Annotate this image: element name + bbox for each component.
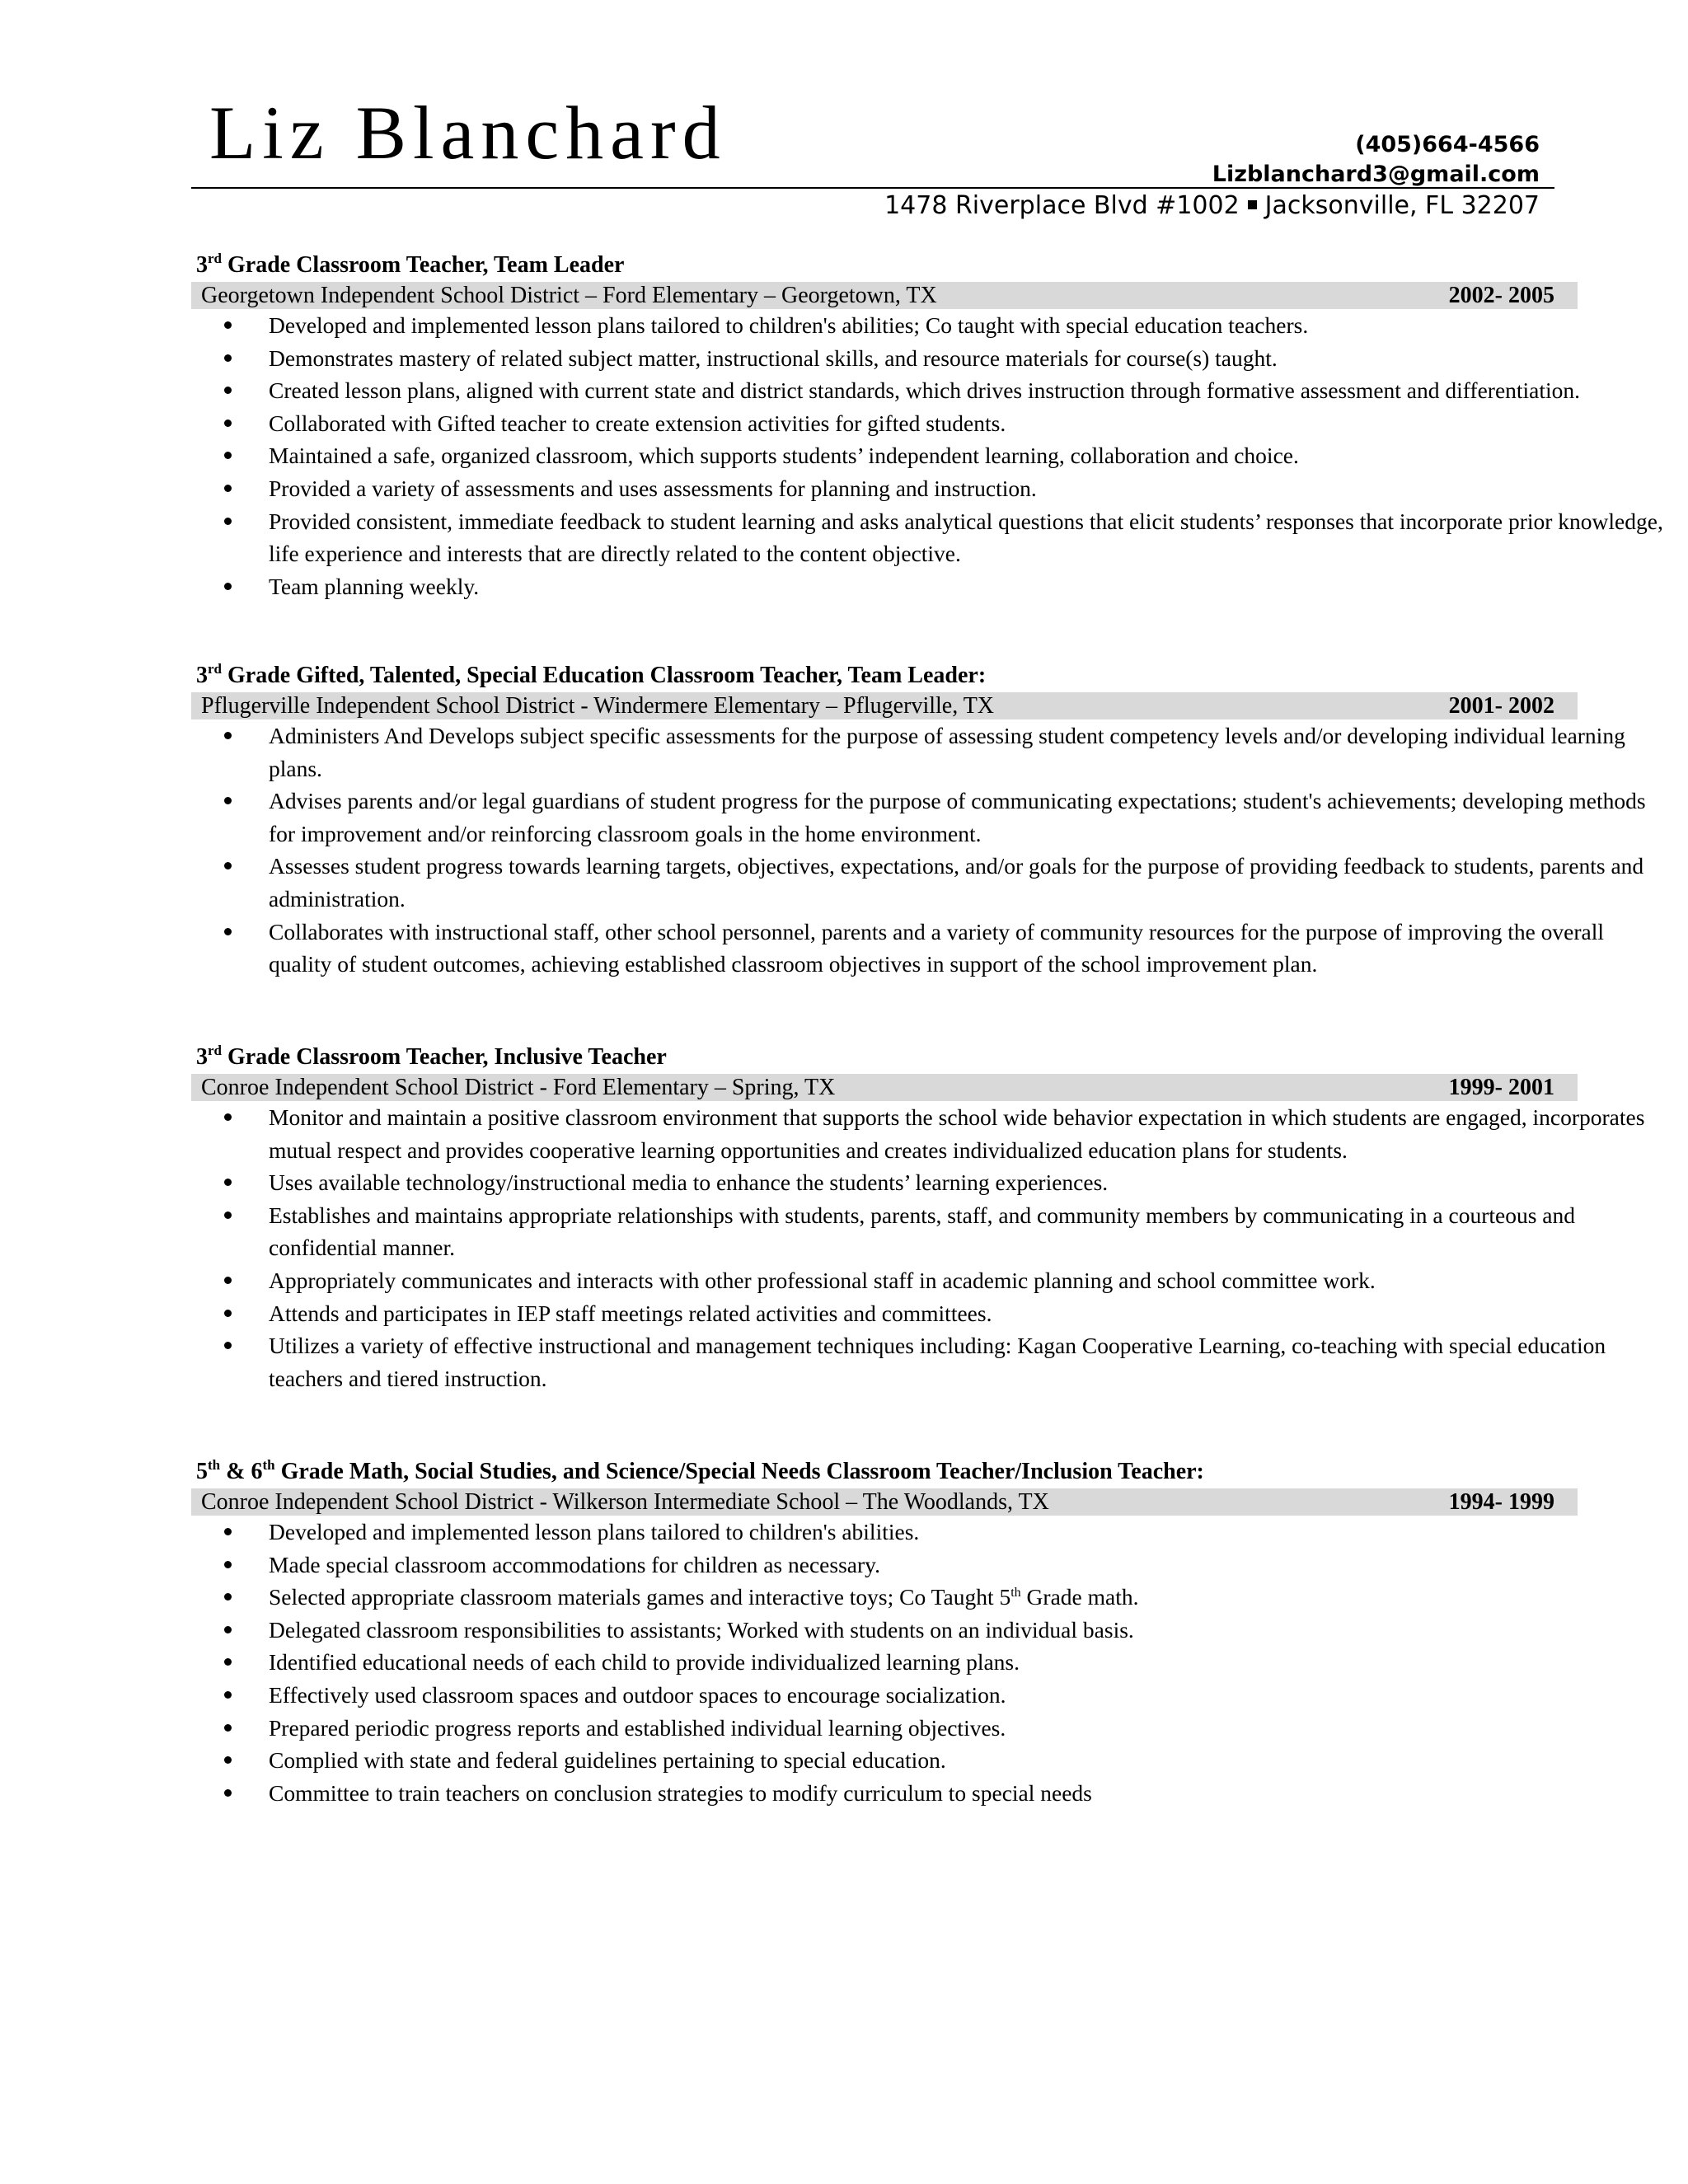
list-item: Committee to train teachers on conclusion strategies to modify curriculum to special needs — [191, 1777, 1670, 1810]
list-item: Effectively used classroom spaces and outdoor spaces to encourage socialization. — [191, 1679, 1670, 1712]
job-section — [191, 1041, 1645, 1394]
list-item: Selected appropriate classroom materials games and interactive toys; Co Taught 5th Grade math. — [191, 1581, 1670, 1614]
address-street: 1478 Riverplace Blvd #1002 — [884, 191, 1240, 220]
employer-name: Pflugerville Independent School District - Windermere Elementary – Pflugerville, TX — [201, 693, 995, 719]
header-divider — [191, 187, 1554, 189]
duties-list — [191, 309, 1663, 602]
list-item: Maintained a safe, organized classroom, which supports students’ independent learning, collaboration and choice. — [191, 439, 1670, 472]
duties-list — [191, 719, 1646, 981]
employer-bar — [191, 282, 1578, 309]
list-item: Utilizes a variety of effective instructional and management techniques including: Kagan Cooperative Learning, co-teaching with special education teachers and tiered instruction. — [191, 1329, 1670, 1394]
square-bullet-icon — [1248, 200, 1257, 209]
employment-years: 2002- 2005 — [1448, 283, 1554, 308]
email-address: Lizblanchard3@gmail.com — [1212, 162, 1540, 187]
employer-bar — [191, 1488, 1578, 1516]
list-item: Appropriately communicates and interacts with other professional staff in academic planning and school committee work. — [191, 1264, 1670, 1297]
list-item: Complied with state and federal guidelines pertaining to special education. — [191, 1744, 1670, 1777]
list-item: Assesses student progress towards learning targets, objectives, expectations, and/or goals for the purpose of providing feedback to students, parents and administration. — [191, 850, 1670, 915]
list-item: Provided consistent, immediate feedback to student learning and asks analytical questions that elicit students’ responses that incorporate prior knowledge, life experience and interests that are directly related to the content objective. — [191, 505, 1670, 570]
list-item: Advises parents and/or legal guardians of student progress for the purpose of communicating expectations; student's achievements; developing methods for improvement and/or reinforcing classroom goals in the home environment. — [191, 785, 1670, 850]
duties-list — [191, 1516, 1578, 1809]
employment-years: 2001- 2002 — [1448, 693, 1554, 719]
list-item: Developed and implemented lesson plans tailored to children's abilities. — [191, 1516, 1670, 1549]
duties-list — [191, 1101, 1645, 1394]
list-item: Uses available technology/instructional media to enhance the students’ learning experiences. — [191, 1166, 1670, 1199]
list-item: Provided a variety of assessments and uses assessments for planning and instruction. — [191, 472, 1670, 505]
address-city: Jacksonville, FL 32207 — [1264, 191, 1540, 220]
list-item: Prepared periodic progress reports and established individual learning objectives. — [191, 1712, 1670, 1745]
job-section — [191, 1455, 1578, 1809]
list-item: Delegated classroom responsibilities to assistants; Worked with students on an individual basis. — [191, 1614, 1670, 1647]
job-title: 5th & 6th Grade Math, Social Studies, and Science/Special Needs Classroom Teacher/Inclusion Teacher: — [196, 1457, 1204, 1484]
job-title: 3rd Grade Gifted, Talented, Special Education Classroom Teacher, Team Leader: — [196, 661, 987, 688]
employer-name: Conroe Independent School District - Wilkerson Intermediate School – The Woodlands, TX — [201, 1489, 1049, 1515]
resume-name: Liz Blanchard — [209, 91, 727, 175]
job-section — [191, 659, 1646, 981]
employer-name: Conroe Independent School District - Ford Elementary – Spring, TX — [201, 1075, 836, 1100]
list-item: Developed and implemented lesson plans tailored to children's abilities; Co taught with special education teachers. — [191, 309, 1670, 342]
list-item: Monitor and maintain a positive classroom environment that supports the school wide behavior expectation in which students are engaged, incorporates mutual respect and provides cooperative learning opportunities and creates individualized education plans for students. — [191, 1101, 1670, 1166]
list-item: Collaborated with Gifted teacher to create extension activities for gifted students. — [191, 407, 1670, 440]
list-item: Administers And Develops subject specific assessments for the purpose of assessing student competency levels and/or developing individual learning plans. — [191, 719, 1670, 785]
phone-number: (405)664-4566 — [1355, 132, 1540, 157]
employer-bar — [191, 1074, 1578, 1101]
list-item: Made special classroom accommodations for children as necessary. — [191, 1549, 1670, 1582]
list-item: Collaborates with instructional staff, other school personnel, parents and a variety of community resources for the purpose of improving the overall quality of student outcomes, achieving established classroom objectives in support of the school improvement plan. — [191, 916, 1670, 981]
list-item: Team planning weekly. — [191, 570, 1670, 603]
job-section — [191, 249, 1663, 602]
employment-years: 1999- 2001 — [1448, 1075, 1554, 1100]
list-item: Establishes and maintains appropriate relationships with students, parents, staff, and community members by communicating in a courteous and confidential manner. — [191, 1199, 1670, 1264]
list-item: Attends and participates in IEP staff meetings related activities and committees. — [191, 1297, 1670, 1330]
employer-name: Georgetown Independent School District – Ford Elementary – Georgetown, TX — [201, 283, 937, 308]
list-item: Demonstrates mastery of related subject matter, instructional skills, and resource materials for course(s) taught. — [191, 342, 1670, 375]
employer-bar — [191, 692, 1578, 719]
job-title: 3rd Grade Classroom Teacher, Inclusive Teacher — [196, 1043, 667, 1070]
employment-years: 1994- 1999 — [1448, 1489, 1554, 1515]
list-item: Created lesson plans, aligned with current state and district standards, which drives instruction through formative assessment and differentiation. — [191, 374, 1670, 407]
job-title: 3rd Grade Classroom Teacher, Team Leader — [196, 251, 625, 278]
mailing-address — [884, 191, 1540, 220]
list-item: Identified educational needs of each child to provide individualized learning plans. — [191, 1646, 1670, 1679]
